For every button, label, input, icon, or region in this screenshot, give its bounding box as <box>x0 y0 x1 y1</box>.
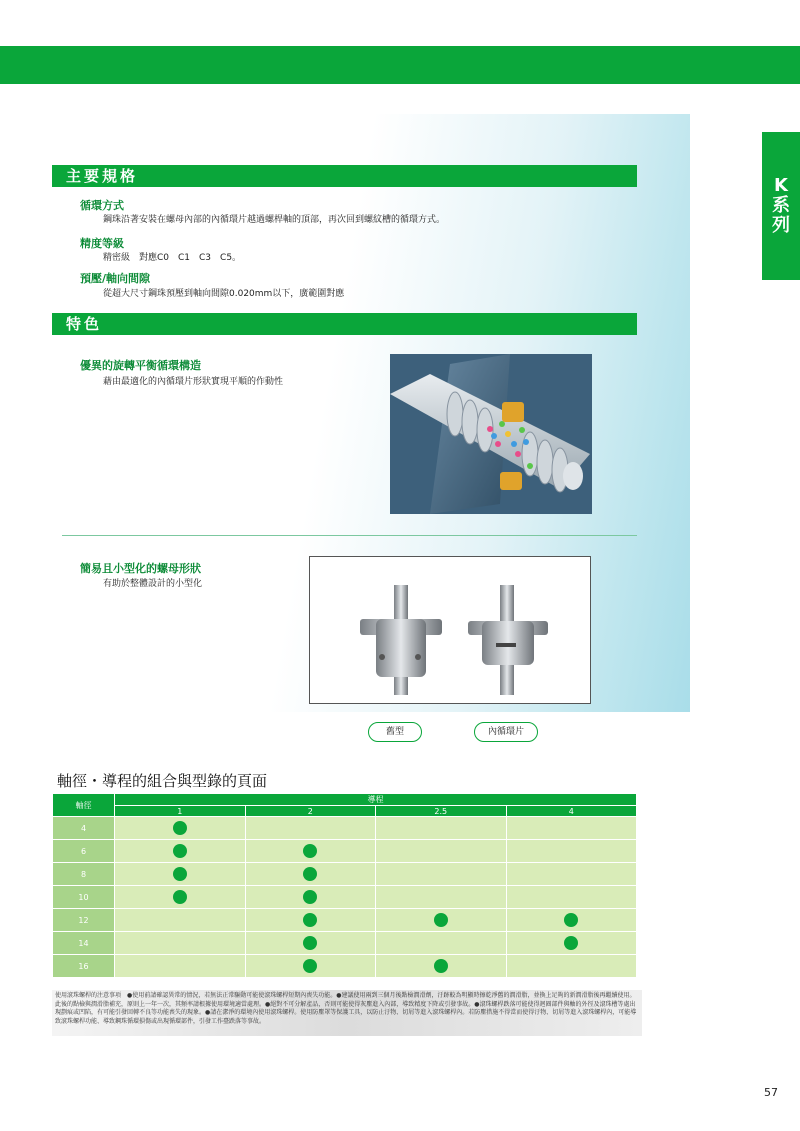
spec-text-preload: 從超大尺寸鋼珠預壓到軸向間隙0.020mm以下，廣範圍對應 <box>103 289 345 299</box>
availability-cell <box>506 909 637 932</box>
available-dot-icon <box>173 844 187 858</box>
available-dot-icon <box>173 890 187 904</box>
lead-col-header: 1 <box>115 806 246 817</box>
availability-cell <box>245 932 376 955</box>
ball-nut-cutaway-photo <box>390 354 592 514</box>
shaft-diameter-cell: 6 <box>53 840 115 863</box>
feature-text-balance: 藉由最適化的內循環片形狀實現平順的作動性 <box>103 377 284 387</box>
shaft-diameter-cell: 12 <box>53 909 115 932</box>
table-row <box>53 909 637 932</box>
availability-cell <box>115 909 246 932</box>
spec-text-circulation: 鋼珠沿著安裝在螺母內部的內循環片越過螺桿軸的頂部，再次回到螺紋槽的循環方式。 <box>103 215 446 225</box>
features-section-title: 特色 <box>52 313 637 335</box>
availability-cell <box>376 932 507 955</box>
table-row <box>53 955 637 978</box>
shaft-diameter-cell: 8 <box>53 863 115 886</box>
table-row <box>53 932 637 955</box>
label-old-model: 舊型 <box>368 722 422 742</box>
feature-divider <box>62 535 637 536</box>
usage-notice: 使用滾珠螺桿的注意事項 ●使用前請確認異常的情況，若無法正常驅動可能使滾珠螺桿短期內喪失功能。●建議使用兩到三個月後點檢潤滑劑，汙跡較為明顯時擦乾淨舊的潤滑脂，並換上足夠的新潤滑脂後再繼續使用。此後的點檢與潤滑脂補充，原則上一年一次，其頻率請根據使用環境適當處理。●絕對不可分解產品，否則可能使得灰塵進入內部，導致精度下降或引發事故。●滾珠螺桿跌落可能使得迴圈部件與軸的外徑及滾珠槽等處出現劃痕或凹陷，有可能引發回轉不良等功能喪失的現象。●請在潔淨的環境內使用滾珠螺桿。使用防塵罩等保護工具，以防止汙物、切屑等進入滾珠螺桿內。若防塵措施不得當而使得汙物、切屑等進入滾珠螺桿內，可能導致滾珠螺桿功能、導致鋼珠循環損傷或出現循環部件，引發工作臺跌落等事故。 <box>52 990 642 1036</box>
available-dot-icon <box>303 959 317 973</box>
availability-cell <box>376 817 507 840</box>
page-number: 57 <box>764 1086 778 1099</box>
label-internal-deflector: 內循環片 <box>474 722 538 742</box>
nut-comparison-photo <box>309 556 591 704</box>
availability-cell <box>245 886 376 909</box>
availability-cell <box>115 863 246 886</box>
available-dot-icon <box>303 844 317 858</box>
table-row <box>53 840 637 863</box>
shaft-header: 軸徑 <box>53 794 115 817</box>
specs-section-title: 主要規格 <box>52 165 637 187</box>
availability-cell <box>245 863 376 886</box>
table-row <box>53 863 637 886</box>
availability-cell <box>245 840 376 863</box>
availability-cell <box>506 886 637 909</box>
lead-col-header: 2.5 <box>376 806 507 817</box>
spec-title-accuracy: 精度等級 <box>80 237 124 250</box>
availability-cell <box>506 932 637 955</box>
spec-title-preload: 預壓/軸向間隙 <box>80 272 151 285</box>
availability-cell <box>115 840 246 863</box>
availability-cell <box>506 817 637 840</box>
lead-col-header: 2 <box>245 806 376 817</box>
available-dot-icon <box>434 913 448 927</box>
availability-cell <box>376 886 507 909</box>
shaft-diameter-cell: 10 <box>53 886 115 909</box>
available-dot-icon <box>173 867 187 881</box>
lead-col-header: 4 <box>506 806 637 817</box>
availability-cell <box>115 817 246 840</box>
shaft-diameter-cell: 14 <box>53 932 115 955</box>
series-tab-char: 系 <box>772 195 790 216</box>
header-band <box>0 46 800 84</box>
table-row <box>53 886 637 909</box>
available-dot-icon <box>303 890 317 904</box>
available-dot-icon <box>303 867 317 881</box>
availability-cell <box>376 909 507 932</box>
availability-cell <box>115 932 246 955</box>
shaft-lead-table <box>52 793 637 978</box>
availability-cell <box>506 863 637 886</box>
table-row <box>53 817 637 840</box>
table-body <box>53 817 637 978</box>
available-dot-icon <box>564 913 578 927</box>
series-tab-letter: K <box>774 175 788 196</box>
available-dot-icon <box>173 821 187 835</box>
feature-title-compact: 簡易且小型化的螺母形狀 <box>80 562 201 575</box>
availability-cell <box>376 863 507 886</box>
spec-text-accuracy: 精密級 對應C0 C1 C3 C5。 <box>103 253 242 263</box>
available-dot-icon <box>303 936 317 950</box>
table-title: 軸徑・導程的組合與型錄的頁面 <box>57 772 268 790</box>
feature-title-balance: 優異的旋轉平衡循環構造 <box>80 359 201 372</box>
available-dot-icon <box>564 936 578 950</box>
availability-cell <box>115 955 246 978</box>
shaft-diameter-cell: 16 <box>53 955 115 978</box>
availability-cell <box>376 840 507 863</box>
availability-cell <box>506 955 637 978</box>
availability-cell <box>115 886 246 909</box>
feature-text-compact: 有助於整體設計的小型化 <box>103 579 203 589</box>
availability-cell <box>245 909 376 932</box>
availability-cell <box>245 955 376 978</box>
available-dot-icon <box>303 913 317 927</box>
available-dot-icon <box>434 959 448 973</box>
series-tab-char: 列 <box>772 215 790 236</box>
spec-title-circulation: 循環方式 <box>80 199 124 212</box>
availability-cell <box>376 955 507 978</box>
lead-header: 導程 <box>115 794 637 806</box>
availability-cell <box>506 840 637 863</box>
availability-cell <box>245 817 376 840</box>
shaft-diameter-cell: 4 <box>53 817 115 840</box>
series-tab <box>762 132 800 280</box>
